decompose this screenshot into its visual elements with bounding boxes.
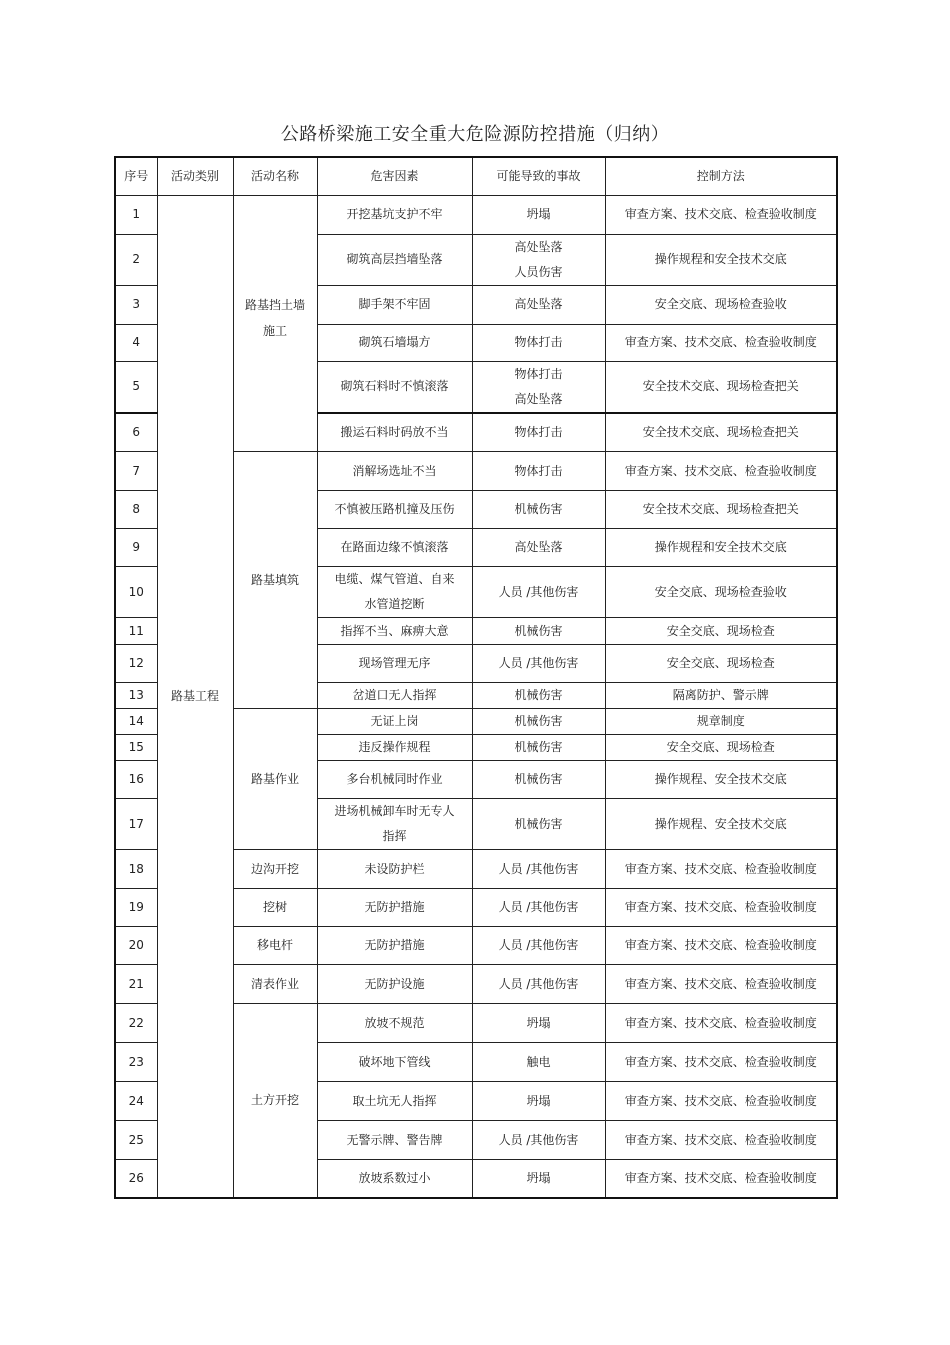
accident-cell: 高处坠落: [472, 529, 605, 567]
accident-cell: 物体打击: [472, 452, 605, 491]
row-no: 10: [115, 567, 157, 618]
header-hazard: 危害因素: [317, 157, 472, 195]
accident-cell: 机械伤害: [472, 709, 605, 735]
control-cell: 审查方案、技术交底、检查验收制度: [605, 195, 837, 234]
row-no: 17: [115, 799, 157, 850]
accident-cell: 人员 /其他伤害: [472, 965, 605, 1004]
hazard-cell: 无防护措施: [317, 889, 472, 927]
control-cell: 审查方案、技术交底、检查验收制度: [605, 1043, 837, 1082]
hazard-cell: 破坏地下管线: [317, 1043, 472, 1082]
row-no: 23: [115, 1043, 157, 1082]
hazard-cell: 在路面边缘不慎滚落: [317, 529, 472, 567]
document-title: 公路桥梁施工安全重大危险源防控措施（归纳）: [280, 124, 670, 145]
hazard-cell: 放坡不规范: [317, 1004, 472, 1043]
row-no: 21: [115, 965, 157, 1004]
hazard-cell: 砌筑石墙塌方: [317, 324, 472, 361]
activity-group: 移电杆: [233, 927, 317, 965]
accident-cell: 物体打击: [472, 413, 605, 452]
header-activity: 活动名称: [233, 157, 317, 195]
control-cell: 安全交底、现场检查: [605, 645, 837, 683]
activity-group: 清表作业: [233, 965, 317, 1004]
accident-cell: 人员 /其他伤害: [472, 927, 605, 965]
row-no: 3: [115, 285, 157, 324]
row-no: 14: [115, 709, 157, 735]
row-no: 20: [115, 927, 157, 965]
header-no: 序号: [115, 157, 157, 195]
header-category: 活动类别: [157, 157, 233, 195]
row-no: 2: [115, 234, 157, 285]
accident-cell: 机械伤害: [472, 683, 605, 709]
activity-category: 路基工程: [157, 195, 233, 1198]
hazard-cell: 无防护措施: [317, 927, 472, 965]
row-no: 26: [115, 1160, 157, 1198]
row-no: 1: [115, 195, 157, 234]
hazard-cell: 砌筑高层挡墙坠落: [317, 234, 472, 285]
table-row: [115, 195, 837, 234]
control-cell: 操作规程和安全技术交底: [605, 234, 837, 285]
accident-cell: 机械伤害: [472, 735, 605, 761]
accident-cell: 物体打击 高处坠落: [472, 361, 605, 413]
row-no: 5: [115, 361, 157, 413]
hazard-cell: 取土坑无人指挥: [317, 1082, 472, 1121]
accident-cell: 人员 /其他伤害: [472, 889, 605, 927]
hazard-cell: 脚手架不牢固: [317, 285, 472, 324]
header-row: [115, 157, 837, 195]
activity-group: 路基挡土墙 施工: [233, 195, 317, 452]
activity-group: 路基作业: [233, 709, 317, 850]
control-cell: 安全交底、现场检查: [605, 618, 837, 645]
accident-cell: 坍塌: [472, 195, 605, 234]
control-cell: 审查方案、技术交底、检查验收制度: [605, 927, 837, 965]
control-cell: 审查方案、技术交底、检查验收制度: [605, 965, 837, 1004]
header-accident: 可能导致的事故: [472, 157, 605, 195]
accident-cell: 人员 /其他伤害: [472, 1121, 605, 1160]
accident-cell: 坍塌: [472, 1082, 605, 1121]
hazard-cell: 电缆、煤气管道、自来 水管道挖断: [317, 567, 472, 618]
accident-cell: 高处坠落 人员伤害: [472, 234, 605, 285]
row-no: 24: [115, 1082, 157, 1121]
hazard-cell: 无警示牌、警告牌: [317, 1121, 472, 1160]
activity-group: 挖树: [233, 889, 317, 927]
control-cell: 审查方案、技术交底、检查验收制度: [605, 1121, 837, 1160]
control-cell: 审查方案、技术交底、检查验收制度: [605, 1160, 837, 1198]
row-no: 4: [115, 324, 157, 361]
accident-cell: 人员 /其他伤害: [472, 645, 605, 683]
hazard-cell: 放坡系数过小: [317, 1160, 472, 1198]
row-no: 18: [115, 850, 157, 889]
control-cell: 安全技术交底、现场检查把关: [605, 361, 837, 413]
activity-group: 土方开挖: [233, 1004, 317, 1198]
accident-cell: 坍塌: [472, 1160, 605, 1198]
control-cell: 安全技术交底、现场检查把关: [605, 413, 837, 452]
hazard-cell: 现场管理无序: [317, 645, 472, 683]
control-cell: 规章制度: [605, 709, 837, 735]
row-no: 19: [115, 889, 157, 927]
control-cell: 审查方案、技术交底、检查验收制度: [605, 324, 837, 361]
row-no: 22: [115, 1004, 157, 1043]
hazard-cell: 多台机械同时作业: [317, 761, 472, 799]
control-cell: 审查方案、技术交底、检查验收制度: [605, 452, 837, 491]
accident-cell: 物体打击: [472, 324, 605, 361]
hazard-cell: 进场机械卸车时无专人 指挥: [317, 799, 472, 850]
hazard-cell: 无证上岗: [317, 709, 472, 735]
accident-cell: 坍塌: [472, 1004, 605, 1043]
control-cell: 安全交底、现场检查验收: [605, 567, 837, 618]
row-no: 8: [115, 491, 157, 529]
row-no: 9: [115, 529, 157, 567]
control-cell: 操作规程、安全技术交底: [605, 799, 837, 850]
hazard-control-table: [114, 156, 838, 1199]
row-no: 13: [115, 683, 157, 709]
hazard-cell: 开挖基坑支护不牢: [317, 195, 472, 234]
control-cell: 隔离防护、警示牌: [605, 683, 837, 709]
row-no: 7: [115, 452, 157, 491]
hazard-cell: 未设防护栏: [317, 850, 472, 889]
control-cell: 审查方案、技术交底、检查验收制度: [605, 889, 837, 927]
hazard-cell: 消解场选址不当: [317, 452, 472, 491]
hazard-cell: 无防护设施: [317, 965, 472, 1004]
header-control: 控制方法: [605, 157, 837, 195]
row-no: 15: [115, 735, 157, 761]
row-no: 12: [115, 645, 157, 683]
activity-group: 路基填筑: [233, 452, 317, 709]
control-cell: 审查方案、技术交底、检查验收制度: [605, 1004, 837, 1043]
accident-cell: 人员 /其他伤害: [472, 850, 605, 889]
control-cell: 审查方案、技术交底、检查验收制度: [605, 1082, 837, 1121]
accident-cell: 人员 /其他伤害: [472, 567, 605, 618]
accident-cell: 高处坠落: [472, 285, 605, 324]
control-cell: 操作规程和安全技术交底: [605, 529, 837, 567]
row-no: 16: [115, 761, 157, 799]
accident-cell: 机械伤害: [472, 618, 605, 645]
hazard-cell: 指挥不当、麻痹大意: [317, 618, 472, 645]
row-no: 6: [115, 413, 157, 452]
control-cell: 安全技术交底、现场检查把关: [605, 491, 837, 529]
row-no: 25: [115, 1121, 157, 1160]
accident-cell: 机械伤害: [472, 799, 605, 850]
hazard-cell: 违反操作规程: [317, 735, 472, 761]
control-cell: 操作规程、安全技术交底: [605, 761, 837, 799]
control-cell: 安全交底、现场检查: [605, 735, 837, 761]
accident-cell: 机械伤害: [472, 761, 605, 799]
hazard-cell: 砌筑石料时不慎滚落: [317, 361, 472, 413]
accident-cell: 触电: [472, 1043, 605, 1082]
activity-group: 边沟开挖: [233, 850, 317, 889]
hazard-cell: 搬运石料时码放不当: [317, 413, 472, 452]
row-no: 11: [115, 618, 157, 645]
control-cell: 安全交底、现场检查验收: [605, 285, 837, 324]
hazard-cell: 不慎被压路机撞及压伤: [317, 491, 472, 529]
accident-cell: 机械伤害: [472, 491, 605, 529]
hazard-cell: 岔道口无人指挥: [317, 683, 472, 709]
control-cell: 审查方案、技术交底、检查验收制度: [605, 850, 837, 889]
